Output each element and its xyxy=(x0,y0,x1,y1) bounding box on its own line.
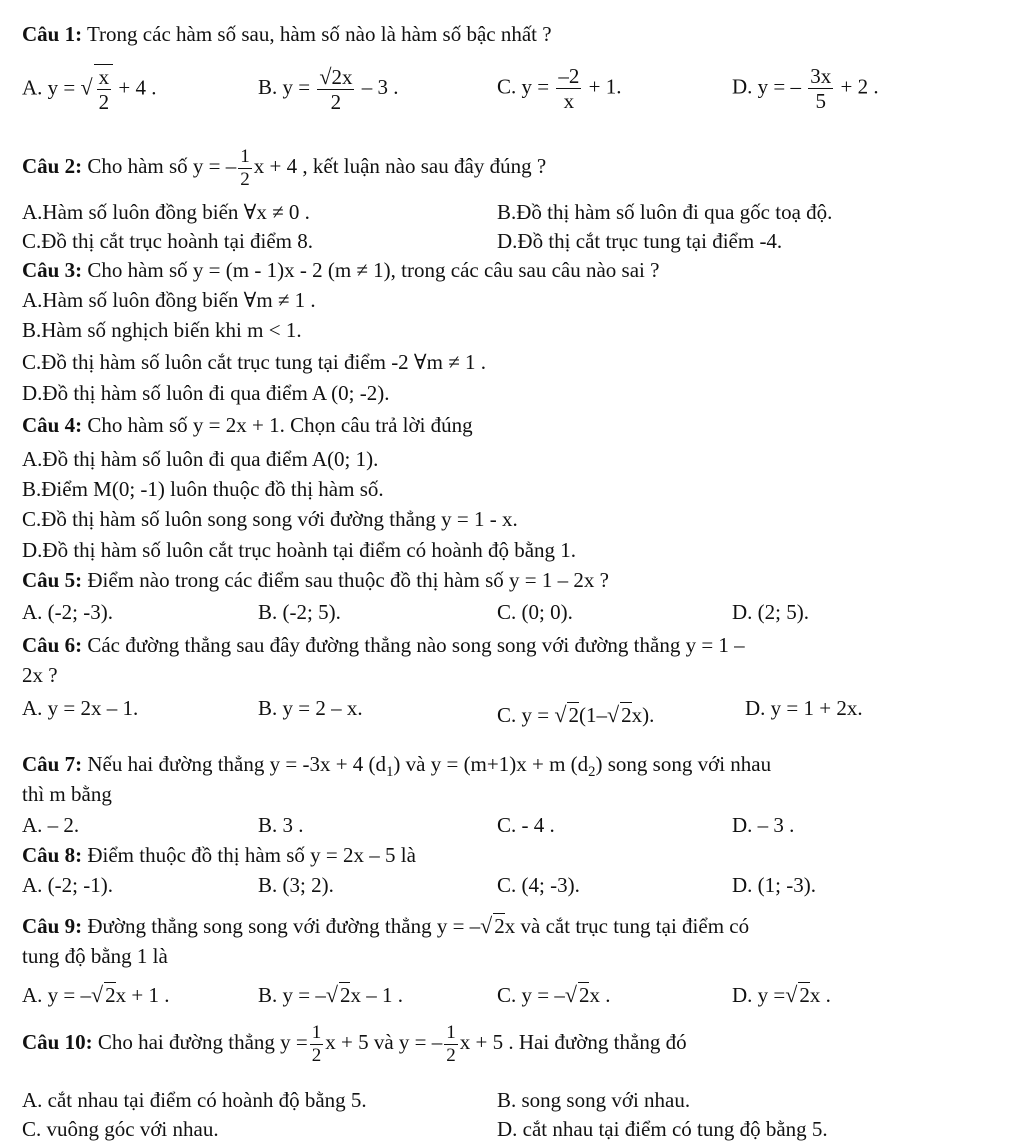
q2-frac-num: 1 xyxy=(240,146,250,167)
q4-option-a[interactable]: A.Đồ thị hàm số luôn đi qua điểm A(0; 1). xyxy=(22,447,379,471)
q1-d-post: + 2 . xyxy=(840,74,879,99)
q1-a-pre: y = xyxy=(47,75,76,100)
q2-frac-den: 2 xyxy=(240,168,250,190)
q7-option-d[interactable]: D. – 3 . xyxy=(732,813,795,837)
question-6-cont: 2x ? xyxy=(22,663,58,687)
q3-option-b[interactable]: B.Hàm số nghịch biến khi m < 1. xyxy=(22,318,302,342)
q1-d-den: 5 xyxy=(815,89,827,114)
q9-b-rad: 2 xyxy=(339,983,351,1007)
sqrt-symbol: √ xyxy=(554,702,567,727)
question-5-label: Câu 5: xyxy=(22,568,83,592)
q1-b-letter: B. xyxy=(258,75,278,100)
q5-option-b[interactable]: B. (-2; 5). xyxy=(258,600,341,624)
q6-c-mid: (1– xyxy=(578,703,607,727)
question-2 xyxy=(22,146,546,191)
q9-c-post: x . xyxy=(589,983,611,1007)
q6-option-a[interactable]: A. y = 2x – 1. xyxy=(22,696,139,720)
sqrt-symbol: √ xyxy=(80,74,93,100)
q8-option-d[interactable]: D. (1; -3). xyxy=(732,873,816,897)
sqrt-symbol: √ xyxy=(319,64,332,89)
question-9-text-pre: Đường thẳng song song với đường thẳng y = – xyxy=(82,914,481,938)
q9-b-post: x – 1 . xyxy=(350,983,403,1007)
q6-option-c[interactable] xyxy=(497,702,654,728)
q6-c-rad2: 2 xyxy=(621,703,632,727)
q8-option-b[interactable]: B. (3; 2). xyxy=(258,873,334,897)
question-6-text: Các đường thẳng sau đây đường thẳng nào song song với đường thẳng y = 1 – xyxy=(82,633,745,657)
q1-option-c[interactable] xyxy=(497,64,621,113)
question-10-text-pre: Cho hai đường thẳng y = xyxy=(92,1030,308,1055)
question-1 xyxy=(22,22,552,47)
q10-num1: 1 xyxy=(311,1022,322,1043)
q1-b-den: 2 xyxy=(330,90,342,115)
question-7 xyxy=(22,752,771,781)
q1-d-letter: D. xyxy=(732,74,753,99)
q1-c-den: x xyxy=(563,89,575,114)
sqrt-symbol: √ xyxy=(606,702,620,727)
q3-option-d[interactable]: D.Đồ thị hàm số luôn đi qua điểm A (0; -2). xyxy=(22,381,390,405)
question-4 xyxy=(22,413,473,438)
q7-option-a[interactable]: A. – 2. xyxy=(22,813,80,837)
q1-a-post: + 4 . xyxy=(118,75,157,100)
question-3-label: Câu 3: xyxy=(22,258,83,282)
q8-option-c[interactable]: C. (4; -3). xyxy=(497,873,580,897)
q10-num2: 1 xyxy=(446,1022,456,1043)
sqrt-symbol: √ xyxy=(325,982,338,1007)
q1-b-num: 2x xyxy=(331,65,353,89)
q9-d-post: x . xyxy=(809,983,831,1007)
q7-option-c[interactable]: C. - 4 . xyxy=(497,813,555,837)
q3-option-a[interactable]: A.Hàm số luôn đồng biến ∀m ≠ 1 . xyxy=(22,288,316,312)
q4-option-c[interactable]: C.Đồ thị hàm số luôn song song với đường thẳng y = 1 - x. xyxy=(22,507,518,531)
sqrt-symbol: √ xyxy=(564,982,577,1007)
q6-option-d[interactable]: D. y = 1 + 2x. xyxy=(745,696,863,720)
question-9-text-post: x và cắt trục tung tại điểm có xyxy=(504,914,750,938)
q1-c-post: + 1. xyxy=(588,74,622,99)
q9-option-c[interactable] xyxy=(497,982,610,1008)
q1-a-letter: A. xyxy=(22,75,43,100)
sqrt-symbol: √ xyxy=(91,982,104,1007)
q1-d-pre: y = – xyxy=(757,74,802,99)
question-7-text: Nếu hai đường thẳng y = -3x + 4 (d xyxy=(82,752,387,776)
question-7-text-mid: ) và y = (m+1)x + m (d xyxy=(393,752,589,776)
q1-a-den: 2 xyxy=(98,90,110,115)
q2-option-b[interactable]: B.Đồ thị hàm số luôn đi qua gốc toạ độ. xyxy=(497,200,833,224)
q1-c-letter: C. xyxy=(497,74,517,99)
q9-a-rad: 2 xyxy=(105,983,116,1007)
q5-option-d[interactable]: D. (2; 5). xyxy=(732,600,809,624)
question-10-text-post: x + 5 . Hai đường thẳng đó xyxy=(459,1030,687,1055)
q4-option-d[interactable]: D.Đồ thị hàm số luôn cắt trục hoành tại điểm có hoành độ bằng 1. xyxy=(22,538,577,562)
q9-option-b[interactable] xyxy=(258,982,403,1008)
q5-option-a[interactable]: A. (-2; -3). xyxy=(22,600,113,624)
q2-option-c[interactable]: C.Đồ thị cắt trục hoành tại điểm 8. xyxy=(22,229,314,253)
sqrt-symbol: √ xyxy=(480,913,493,938)
q2-option-a[interactable]: A.Hàm số luôn đồng biến ∀x ≠ 0 . xyxy=(22,200,310,224)
q9-a-post: x + 1 . xyxy=(115,983,170,1007)
q9-rad: 2 xyxy=(494,914,505,938)
q9-c-rad: 2 xyxy=(578,983,590,1007)
question-6 xyxy=(22,633,745,658)
q9-option-a[interactable] xyxy=(22,982,169,1008)
q1-b-post: – 3 . xyxy=(361,75,399,100)
question-8-text: Điểm thuộc đồ thị hàm số y = 2x – 5 là xyxy=(82,843,416,867)
question-5 xyxy=(22,568,609,593)
question-1-text: Trong các hàm số sau, hàm số nào là hàm số bậc nhất ? xyxy=(82,22,552,46)
q9-c-pre: C. y = – xyxy=(497,983,565,1007)
question-2-text-pre: Cho hàm số y = – xyxy=(82,154,237,179)
q7-sub1: 1 xyxy=(386,764,394,781)
question-8 xyxy=(22,843,416,868)
q5-option-c[interactable]: C. (0; 0). xyxy=(497,600,573,624)
q4-option-b[interactable]: B.Điểm M(0; -1) luôn thuộc đồ thị hàm số. xyxy=(22,477,384,501)
question-10-text-mid: x + 5 và y = – xyxy=(325,1030,443,1055)
q1-option-b[interactable] xyxy=(258,64,398,114)
q6-option-b[interactable]: B. y = 2 – x. xyxy=(258,696,363,720)
question-4-label: Câu 4: xyxy=(22,413,83,437)
question-3 xyxy=(22,258,659,283)
q1-option-a[interactable] xyxy=(22,64,156,114)
question-7-cont: thì m bằng xyxy=(22,782,112,806)
q9-a-pre: A. y = – xyxy=(22,983,92,1007)
q6-c-rad1: 2 xyxy=(568,703,579,727)
q10-option-b[interactable]: B. song song với nhau. xyxy=(497,1088,691,1112)
q9-d-pre: D. y = xyxy=(732,983,786,1007)
question-5-text: Điểm nào trong các điểm sau thuộc đồ thị hàm số y = 1 – 2x ? xyxy=(82,568,609,592)
question-1-label: Câu 1: xyxy=(22,22,83,46)
q9-option-d[interactable] xyxy=(732,982,831,1008)
q10-den2: 2 xyxy=(446,1044,456,1066)
question-7-label: Câu 7: xyxy=(22,752,83,776)
q10-option-a[interactable]: A. cắt nhau tại điểm có hoành độ bằng 5. xyxy=(22,1088,367,1112)
q1-c-num: –2 xyxy=(558,64,580,88)
question-9-cont: tung độ bằng 1 là xyxy=(22,944,168,968)
question-8-label: Câu 8: xyxy=(22,843,83,867)
question-9-label: Câu 9: xyxy=(22,914,83,938)
q1-option-d[interactable] xyxy=(732,64,879,113)
q9-b-pre: B. y = – xyxy=(258,983,326,1007)
q7-sub2: 2 xyxy=(588,764,596,781)
sqrt-symbol: √ xyxy=(785,982,798,1007)
question-7-text-post: ) song song với nhau xyxy=(595,752,772,776)
q1-c-pre: y = xyxy=(521,74,550,99)
question-2-text-post: x + 4 , kết luận nào sau đây đúng ? xyxy=(253,154,547,179)
q6-c-post: x). xyxy=(631,703,655,727)
q1-b-pre: y = xyxy=(282,75,311,100)
q3-option-c[interactable]: C.Đồ thị hàm số luôn cắt trục tung tại điểm -2 ∀m ≠ 1 . xyxy=(22,350,486,374)
question-10-label: Câu 10: xyxy=(22,1030,93,1055)
q1-d-num: 3x xyxy=(810,64,832,88)
question-9 xyxy=(22,913,749,939)
q1-a-num: x xyxy=(98,65,110,89)
question-10 xyxy=(22,1022,687,1067)
q6-c-pre: C. y = xyxy=(497,703,550,727)
question-3-text: Cho hàm số y = (m - 1)x - 2 (m ≠ 1), trong các câu sau câu nào sai ? xyxy=(82,258,660,282)
q10-den1: 2 xyxy=(311,1044,322,1066)
q10-option-c[interactable]: C. vuông góc với nhau. xyxy=(22,1117,219,1141)
question-2-label: Câu 2: xyxy=(22,154,83,179)
question-6-label: Câu 6: xyxy=(22,633,83,657)
question-4-text: Cho hàm số y = 2x + 1. Chọn câu trả lời đúng xyxy=(82,413,473,437)
q2-option-d[interactable]: D.Đồ thị cắt trục tung tại điểm -4. xyxy=(497,229,783,253)
q10-option-d[interactable]: D. cắt nhau tại điểm có tung độ bằng 5. xyxy=(497,1117,828,1141)
q8-option-a[interactable]: A. (-2; -1). xyxy=(22,873,113,897)
q7-option-b[interactable]: B. 3 . xyxy=(258,813,304,837)
q9-d-rad: 2 xyxy=(799,983,810,1007)
